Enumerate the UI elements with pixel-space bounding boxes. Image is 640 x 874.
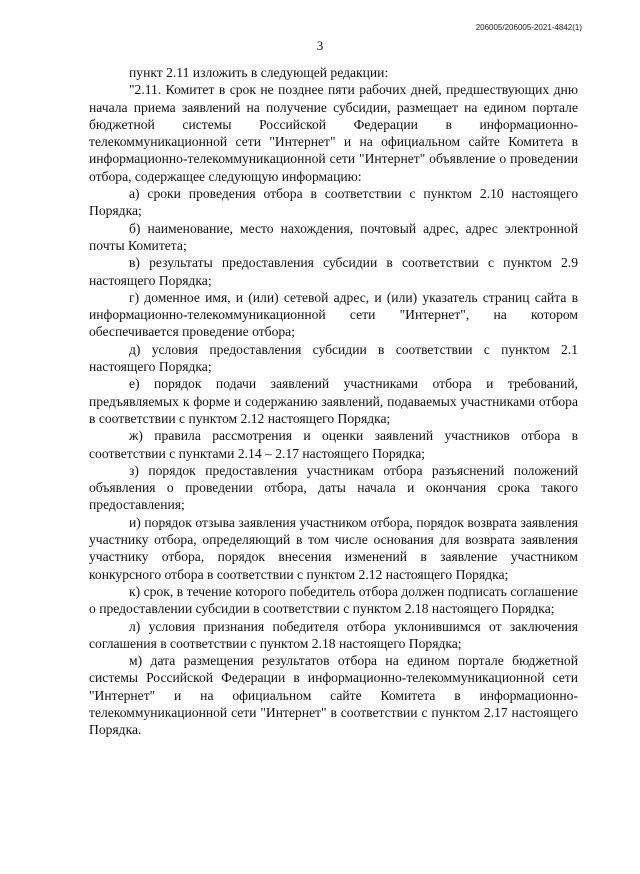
paragraph-2-11: "2.11. Комитет в срок не позднее пяти рабочих дней, предшествующих дню начала приема заявлений на получение субсидии, размещает на едином портале бюджетной системы Российской Федерации в информационно-телекоммуникационной сети "Интернет" и на официальном сайте Комитета в информационно-телекоммуникационной сети "Интернет" объявление о проведении отбора, содержащее следующую информацию: <box>89 82 578 184</box>
list-item-m: м) дата размещения результатов отбора на едином портале бюджетной системы Российской Федерации в информационно-телекоммуникационной сети "Интернет" и на официальном сайте Комитета в информационно-телекоммуникационной сети "Интернет" в соответствии с пунктом 2.17 настоящего Порядка. <box>89 653 578 738</box>
list-item-k: к) срок, в течение которого победитель отбора должен подписать соглашение о предоставлении субсидии в соответствии с пунктом 2.18 настоящего Порядка; <box>89 583 578 617</box>
document-body <box>89 64 578 739</box>
list-item-e: е) порядок подачи заявлений участниками отбора и требований, предъявляемых к форме и содержанию заявлений, подаваемых участниками отбора в соответствии с пунктом 2.12 настоящего Порядка; <box>89 376 578 426</box>
page-number: 3 <box>316 38 324 53</box>
list-item-a: а) сроки проведения отбора в соответствии с пунктом 2.10 настоящего Порядка; <box>89 186 578 219</box>
list-item-zh: ж) правила рассмотрения и оценки заявлений участников отбора в соответствии с пунктами 2.14 – 2.17 настоящего Порядка; <box>89 428 578 461</box>
list-item-v: в) результаты предоставления субсидии в соответствии с пунктом 2.9 настоящего Порядка; <box>89 255 578 288</box>
list-item-l: л) условия признания победителя отбора уклонившимся от заключения соглашения в соответствии с пунктом 2.18 настоящего Порядка; <box>89 618 578 651</box>
list-item-b: б) наименование, место нахождения, почтовый адрес, адрес электронной почты Комитета; <box>89 220 578 253</box>
document-id: 206005/206005-2021-4842(1) <box>475 23 582 32</box>
list-item-g: г) доменное имя, и (или) сетевой адрес, и (или) указатель страниц сайта в информационно-телекоммуникационной сети "Интернет", на котором обеспечивается проведение отбора; <box>89 289 578 340</box>
paragraph-intro: пункт 2.11 изложить в следующей редакции: <box>129 65 389 80</box>
list-item-d: д) условия предоставления субсидии в соответствии с пунктом 2.1 настоящего Порядка; <box>89 341 578 375</box>
list-item-i: и) порядок отзыва заявления участником отбора, порядок возврата заявления участнику отбора, определяющий в том числе основания для возврата заявления участнику отбора, порядок внесения изменений в заявление участником конкурсного отбора в соответствии с пунктом 2.12 настоящего Порядка; <box>89 514 578 582</box>
list-item-z: з) порядок предоставления участникам отбора разъяснений положений объявления о проведении отбора, даты начала и окончания срока такого предоставления; <box>89 462 578 513</box>
